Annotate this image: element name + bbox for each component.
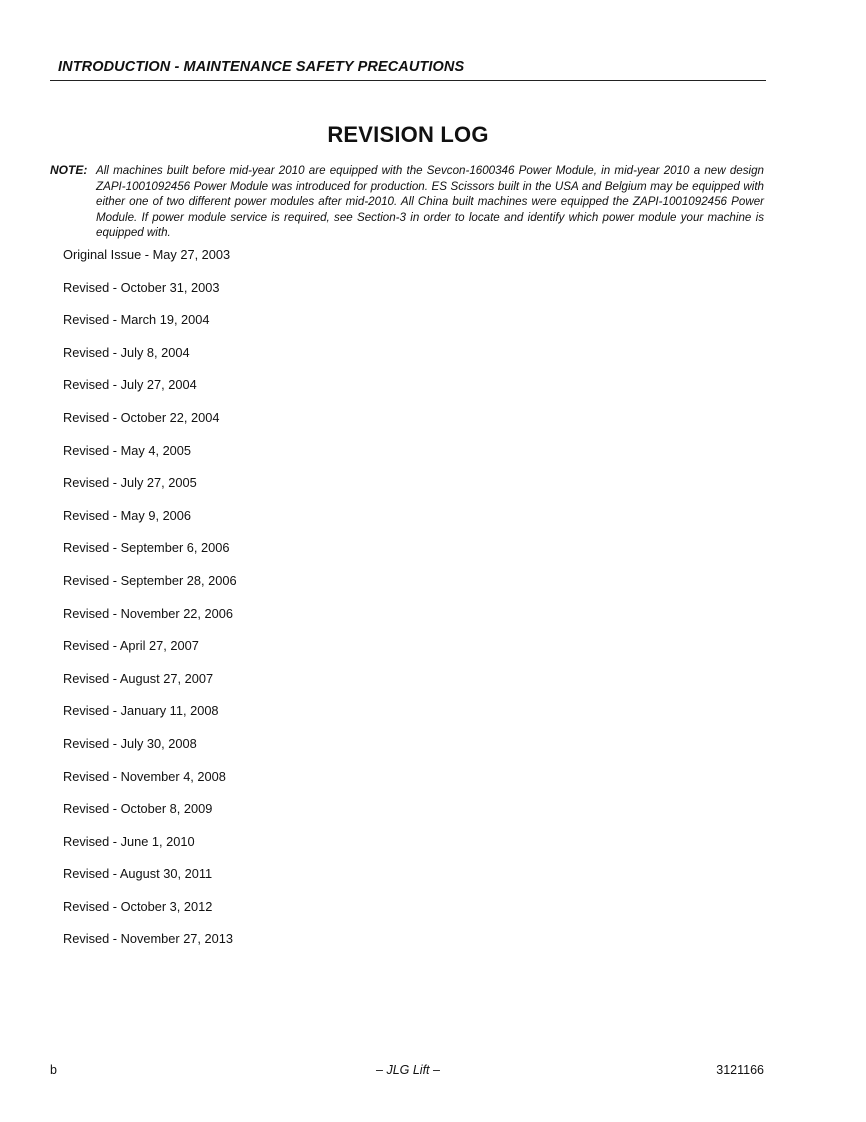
revision-entry: Revised - October 8, 2009 <box>63 801 213 817</box>
revision-entry: Revised - May 4, 2005 <box>63 442 192 458</box>
revision-entry: Revised - July 30, 2008 <box>63 735 197 751</box>
footer-page-label: b <box>50 1063 57 1077</box>
revision-entry: Revised - June 1, 2010 <box>63 833 195 849</box>
revision-entry: Revised - November 27, 2013 <box>63 931 234 947</box>
revision-entry: Revised - April 27, 2007 <box>63 638 199 654</box>
revision-entry: Revised - September 28, 2006 <box>63 572 237 588</box>
revision-entry: Revised - September 6, 2006 <box>63 540 230 556</box>
revision-entry: Revised - November 22, 2006 <box>63 605 234 621</box>
revision-entry: Revised - August 30, 2011 <box>63 866 213 882</box>
note-text: All machines built before mid-year 2010 are equipped with the Sevcon-1600346 Power Module, in mid-year 2010 a new design ZAPI-1001092456 Power Module was introduced for production. ES Scissors built in the USA and Belgium may be equipped with either one of two different power modules after mid-2010. All China built machines were equipped the ZAPI-1001092456 Power Module. If power module service is required, see Section-3 in order to locate and identify which power module your machine is equipped with. <box>96 164 764 239</box>
page-title: REVISION LOG <box>327 122 489 147</box>
section-header-title: INTRODUCTION - MAINTENANCE SAFETY PRECAUTIONS <box>58 59 465 75</box>
footer-brand: – JLG Lift – <box>376 1063 440 1077</box>
header-divider <box>50 80 766 81</box>
revision-entry: Revised - August 27, 2007 <box>63 670 214 686</box>
revision-entry: Original Issue - May 27, 2003 <box>63 247 231 262</box>
revision-entry: Revised - July 8, 2004 <box>63 344 190 360</box>
revision-entry: Revised - May 9, 2006 <box>63 507 192 523</box>
revision-entry: Revised - November 4, 2008 <box>63 768 226 784</box>
revision-entry: Revised - March 19, 2004 <box>63 312 210 328</box>
revision-entry: Revised - July 27, 2004 <box>63 377 197 393</box>
revision-list <box>63 247 237 964</box>
revision-entry: Revised - October 3, 2012 <box>63 898 213 914</box>
note-label: NOTE: <box>50 163 88 177</box>
footer-doc-number: 3121166 <box>716 1063 764 1077</box>
revision-entry: Revised - July 27, 2005 <box>63 475 197 491</box>
revision-entry: Revised - October 22, 2004 <box>63 409 220 425</box>
revision-entry: Revised - January 11, 2008 <box>63 703 219 719</box>
revision-entry: Revised - October 31, 2003 <box>63 279 220 295</box>
